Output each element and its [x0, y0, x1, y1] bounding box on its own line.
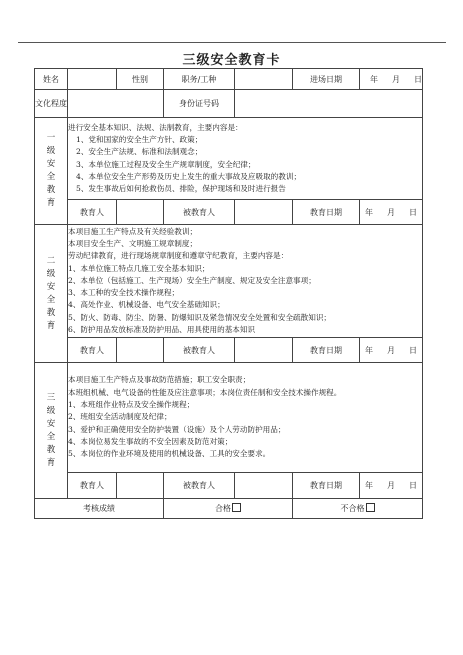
level3-label: 三 级 安 全 教 育: [35, 363, 68, 499]
level1-educator-value[interactable]: [117, 200, 164, 225]
header-row-2: [35, 90, 423, 118]
level3-content: 本项目施工生产特点及事故防范措施；职工安全职责； 本班组机械、电气设备的性能及应注意事项；本岗位责任制和安全技术操作规程。 1、本班组作业特点及安全操作规程； 2、班组安全活动制度及纪律； 3、爱护和正确使用安全防护装置（设施）及个人劳动防护用品； 4、本岗位易发生事故的不安全因素及防范对策； 5、本岗位的作业环境及使用的机械设备、工具的安全要求。: [68, 363, 423, 473]
level1-date-label: 教育日期: [293, 200, 360, 225]
level1-label: 一 级 安 全 教 育: [35, 118, 68, 225]
entry-date-label: 进场日期: [293, 69, 360, 90]
level1-educator-label: 教育人: [68, 200, 117, 225]
level1-content-row: [35, 118, 423, 200]
education-level-value[interactable]: [68, 90, 164, 118]
fail-option[interactable]: 不合格: [293, 499, 423, 519]
education-card-table: [34, 68, 423, 519]
education-level-label: 文化程度: [35, 90, 68, 118]
id-number-label: 身份证号码: [164, 90, 235, 118]
assessment-row: [35, 499, 423, 519]
level3-educator-label: 教育人: [68, 473, 117, 499]
level3-date-value[interactable]: 年 月 日: [360, 473, 423, 499]
level2-educatee-label: 被教育人: [164, 338, 235, 363]
level2-educator-label: 教育人: [68, 338, 117, 363]
level3-educatee-value[interactable]: [235, 473, 293, 499]
pass-option[interactable]: 合格: [164, 499, 293, 519]
assessment-label: 考核成绩: [35, 499, 164, 519]
level3-sign-row: [35, 473, 423, 499]
pass-checkbox[interactable]: [232, 503, 241, 512]
name-label: 姓名: [35, 69, 68, 90]
level2-content-row: [35, 225, 423, 338]
name-value[interactable]: [68, 69, 117, 90]
level1-content: 进行安全基本知识、法规、法制教育，主要内容是： 1、党和国家的安全生产方针、政策； 2、安全生产法规、标准和法制观念； 3、本单位施工过程及安全生产规章制度，安全纪律； 4、本单位安全生产形势及历史上发生的重大事故及应吸取的教训； 5、发生事故后如何抢救伤员、排险，保护现场和及时进行报告: [68, 118, 423, 200]
level3-educator-value[interactable]: [117, 473, 164, 499]
level1-educatee-value[interactable]: [235, 200, 293, 225]
top-rule: [18, 42, 446, 43]
position-label: 职务/工种: [164, 69, 235, 90]
level3-content-row: [35, 363, 423, 473]
level2-label: 二 级 安 全 教 育: [35, 225, 68, 363]
level2-sign-row: [35, 338, 423, 363]
fail-checkbox[interactable]: [366, 503, 375, 512]
level1-date-value[interactable]: 年 月 日: [360, 200, 423, 225]
id-number-value[interactable]: [235, 90, 423, 118]
level3-date-label: 教育日期: [293, 473, 360, 499]
card-title: 三级安全教育卡: [182, 53, 281, 68]
level2-date-value[interactable]: 年 月 日: [360, 338, 423, 363]
level2-content: 本项目施工生产特点及有关经验教训； 本项目安全生产、文明施工规章制度； 劳动纪律教育，进行现场规章制度和遵章守纪教育，主要内容是： 1、本单位施工特点几施工安全基本知识； 2、本单位（包括施工、生产现场）安全生产制度、规定及安全注意事项； 3、本工种的安全技术操作规程； 4、高处作业、机械设备、电气安全基础知识； 5、防火、防毒、防尘、防暑、防爆知识及紧急情况安全处置和安全疏散知识； 6、防护用品发放标准及防护用品、用具使用的基本知识: [68, 225, 423, 338]
level2-date-label: 教育日期: [293, 338, 360, 363]
level2-educatee-value[interactable]: [235, 338, 293, 363]
gender-label: 性别: [117, 69, 164, 90]
position-value[interactable]: [235, 69, 293, 90]
level1-educatee-label: 被教育人: [164, 200, 235, 225]
level1-sign-row: [35, 200, 423, 225]
level2-educator-value[interactable]: [117, 338, 164, 363]
header-row-1: [35, 69, 423, 90]
level3-educatee-label: 被教育人: [164, 473, 235, 499]
entry-date-value[interactable]: 年 月 日: [360, 69, 423, 90]
